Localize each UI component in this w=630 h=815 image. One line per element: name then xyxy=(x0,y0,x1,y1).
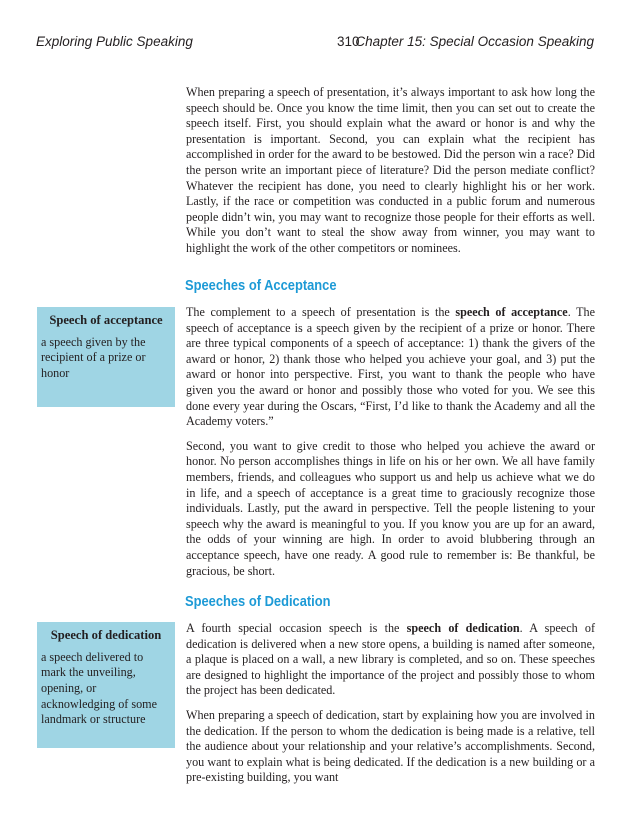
sidebar-term-acceptance: Speech of acceptance xyxy=(49,313,163,327)
sidebar-term-dedication: Speech of dedication xyxy=(50,628,162,642)
acceptance-body xyxy=(186,305,595,579)
sidebar-definition-text-dedication: a speech delivered to mark the unveiling, opening, or acknowledging of some landmark or structure xyxy=(41,649,157,727)
dedication-p1-lead: A fourth special occasion speech is the xyxy=(186,621,407,635)
sidebar-definition-acceptance xyxy=(37,307,175,407)
acceptance-paragraph-1 xyxy=(186,305,595,430)
dedication-paragraph-2: When preparing a speech of dedication, start by explaining how you are involved in the dedication. If the person to whom the dedication is being made is a relative, tell the audience about your relationship and your relative’s accomplishments. Second, you want to explain what is being dedicated. If the dedication is a new building or a pre-existing building, you want xyxy=(186,707,595,785)
section-heading-dedication: Speeches of Dedication xyxy=(185,593,331,610)
running-header xyxy=(36,34,594,54)
acceptance-key-term: speech of acceptance xyxy=(455,305,568,319)
section-heading-acceptance: Speeches of Acceptance xyxy=(185,277,337,294)
page-number: 310 xyxy=(337,34,360,49)
intro-paragraph: When preparing a speech of presentation, it’s always important to ask how long the speech should be. Once you know the time limit, then you can set out to create the speech itself. First, you should explain what the award or honor is and why the presentation is important. Second, you can explain what the recipient has accomplished in order for the award to be bestowed. Did the person win a race? Did the person write an important piece of literature? Did the person mediate conflict? Whatever the recipient has done, you need to clearly highlight his or her work. Lastly, if the race or competition was conducted in a public forum and numerous people didn’t win, you may want to recognize those people for their efforts as well. While you don’t want to steal the show away from winner, you may want to highlight the work of the other competitors or nominees. xyxy=(186,85,595,255)
dedication-p1-rest: . A speech of dedication is delivered when a new store opens, a building is named after someone, a plaque is placed on a wall, a new library is completed, and so on. These speeches are designed to highlight the importance of the project and possibly those to whom the project has been dedicated. xyxy=(186,621,596,698)
book-title: Exploring Public Speaking xyxy=(36,34,193,49)
dedication-body xyxy=(186,621,595,786)
sidebar-definition-dedication xyxy=(37,622,175,748)
chapter-title: Chapter 15: Special Occasion Speaking xyxy=(355,34,594,49)
acceptance-p1-rest: . The speech of acceptance is a speech given by the recipient of a prize or honor. There are three typical components of a speech of acceptance: 1) thank the givers of the award or honor, 2) thank those who helped you achieve your goal, and 3) put the award or honor into perspective. First, you want to thank the people who have given you the award or honor and possibly those who voted for you. We see this done every year during the Oscars, “First, I’d like to thank the Academy and all the Academy voters.” xyxy=(186,305,595,429)
dedication-key-term: speech of dedication xyxy=(406,621,520,635)
intro-paragraph-block xyxy=(186,85,595,257)
dedication-paragraph-1 xyxy=(186,621,595,699)
acceptance-p1-lead: The complement to a speech of presentation is the xyxy=(186,305,456,319)
sidebar-definition-text-acceptance: a speech given by the recipient of a prize or honor xyxy=(41,334,146,380)
acceptance-paragraph-2: Second, you want to give credit to those who helped you achieve the award or honor. No person accomplishes things in life on his or her own. We all have family members, friends, and colleagues who support us and help us achieve what we do in life, and a speech of acceptance is a great time to graciously recognize those individuals. Lastly, put the award in perspective. Tell the people listening to your speech why the award is meaningful to you. If you know you are up for an award, the odds of your winning are high. In order to avoid blubbering through an acceptance speech, have one ready. A good rule to remember is: Be thankful, be gracious, be short. xyxy=(186,438,595,578)
